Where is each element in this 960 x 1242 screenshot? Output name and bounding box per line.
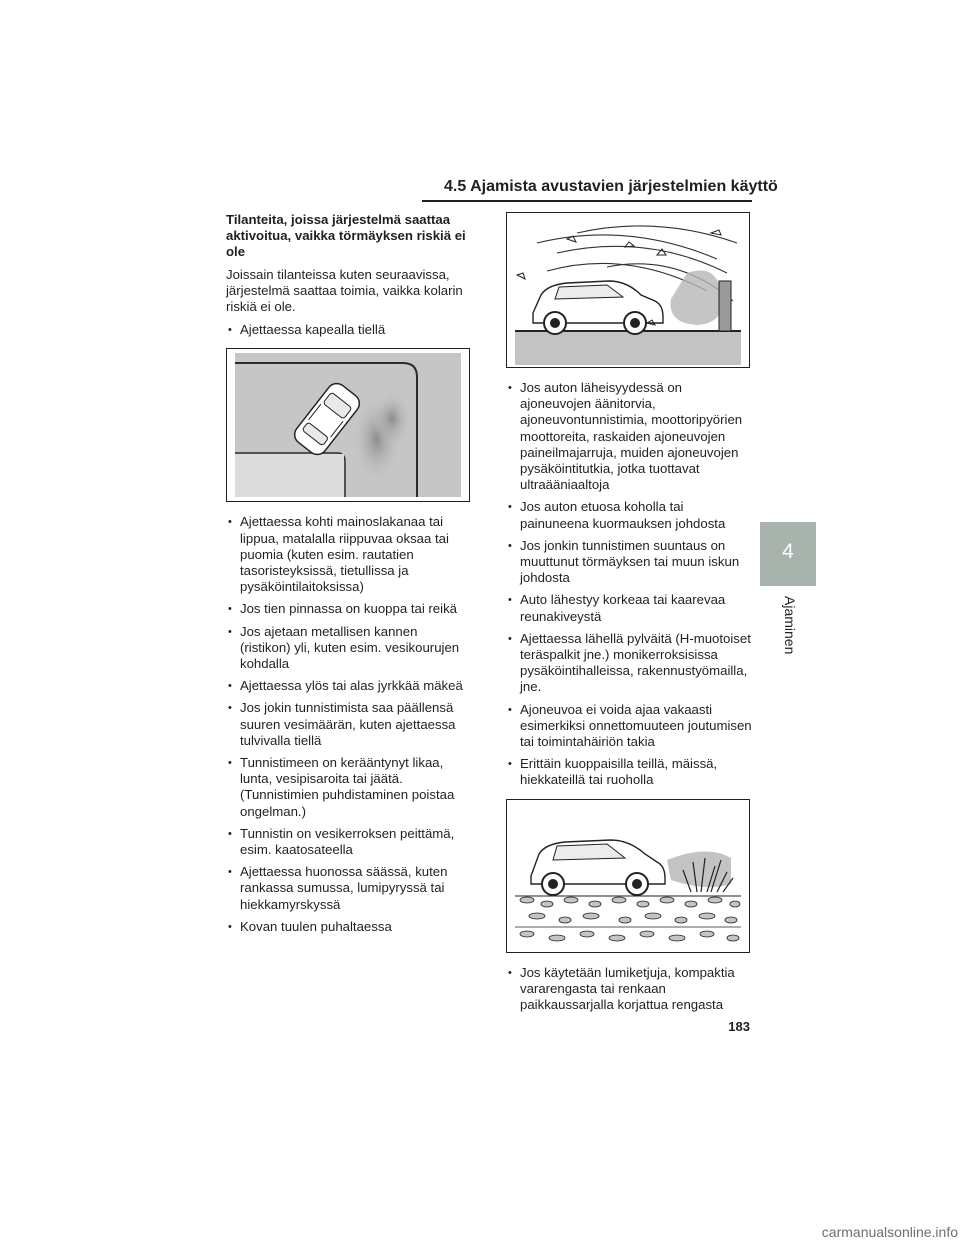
bullet-item: • Ajettaessa huonossa säässä, kuten rankassa sumussa, lumipyryssä tai hiekkamyrskyssä <box>226 864 470 913</box>
bullet-item: • Jos auton etuosa koholla tai painuneena kuormauksen johdosta <box>506 499 752 531</box>
narrow-road-illustration <box>227 349 469 501</box>
bullet-item: • Tunnistimeen on kerääntynyt likaa, lunta, vesipisaroita tai jäätä. (Tunnistimien puhdistaminen poistaa ongelman.) <box>226 755 470 820</box>
bullet-item: • Jos jonkin tunnistimen suuntaus on muuttunut törmäyksen tai muun iskun johdosta <box>506 538 752 587</box>
narrow-road-figure <box>226 348 470 502</box>
subsection-heading: Tilanteita, joissa järjestelmä saattaa aktivoitua, vaikka törmäyksen riskiä ei ole <box>226 212 466 260</box>
bullet-item: • Auto lähestyy korkeaa tai kaarevaa reunakiveystä <box>506 592 752 624</box>
bullet-item: • Jos auton läheisyydessä on ajoneuvojen äänitorvia, ajoneuvontunnistimia, moottoripyörien moottoreita, raskaiden ajoneuvojen paineilmajarruja, muiden ajoneuvojen pysäköintitutkia, jotka tuottavat ultraääniaaltoja <box>506 380 752 493</box>
bullet-item: • Ajettaessa kohti mainoslakanaa tai lippua, matalalla riippuvaa oksaa tai puomia (kuten esim. rautatien tasoristeyksissä, tietullissa ja pysäköintilaitoksissa) <box>226 514 470 595</box>
bullet-item: • Ajettaessa kapealla tiellä <box>226 322 470 338</box>
watermark: carmanualsonline.info <box>821 1224 958 1240</box>
header-rule <box>422 200 752 202</box>
bullet-list <box>506 965 752 1014</box>
rough-road-illustration <box>507 800 749 952</box>
bullet-list <box>226 322 470 338</box>
bullet-item: • Jos tien pinnassa on kuoppa tai reikä <box>226 601 470 617</box>
right-column <box>506 212 752 1019</box>
bullet-list <box>226 514 470 935</box>
bullet-item: • Jos ajetaan metallisen kannen (ristikon) yli, kuten esim. vesikourujen kohdalla <box>226 624 470 673</box>
left-column <box>226 212 470 941</box>
bullet-item: • Ajettaessa lähellä pylväitä (H-muotoiset teräspalkit jne.) monikerroksisissa pysäköintihalleissa, rakennustyömailla, jne. <box>506 631 752 696</box>
strong-wind-figure <box>506 212 750 368</box>
rough-road-figure <box>506 799 750 953</box>
bullet-list <box>506 380 752 789</box>
bullet-item: • Ajettaessa ylös tai alas jyrkkää mäkeä <box>226 678 470 694</box>
bullet-item: • Kovan tuulen puhaltaessa <box>226 919 470 935</box>
bullet-item: • Tunnistin on vesikerroksen peittämä, esim. kaatosateella <box>226 826 470 858</box>
bullet-item: • Jos käytetään lumiketjuja, kompaktia vararengasta tai renkaan paikkaussarjalla korjattua rengasta <box>506 965 752 1014</box>
chapter-number: 4 <box>782 540 794 563</box>
bullet-item: • Ajoneuvoa ei voida ajaa vakaasti esimerkiksi onnettomuuteen joutumisen tai toimintahäiriön takia <box>506 702 752 751</box>
chapter-tab <box>760 522 816 586</box>
section-title: 4.5 Ajamista avustavien järjestelmien käyttö <box>444 178 778 195</box>
bullet-item: • Erittäin kuoppaisilla teillä, mäissä, hiekkateillä tai ruoholla <box>506 756 752 788</box>
intro-paragraph: Joissain tilanteissa kuten seuraavissa, järjestelmä saattaa toimia, vaikka kolarin riskiä ei ole. <box>226 266 463 315</box>
strong-wind-illustration <box>507 213 749 367</box>
chapter-label: Ajaminen <box>782 596 798 655</box>
page-number: 183 <box>728 1019 750 1034</box>
bullet-item: • Jos jokin tunnistimista saa päällensä suuren vesimäärän, kuten ajettaessa tulvivalla tiellä <box>226 700 470 749</box>
